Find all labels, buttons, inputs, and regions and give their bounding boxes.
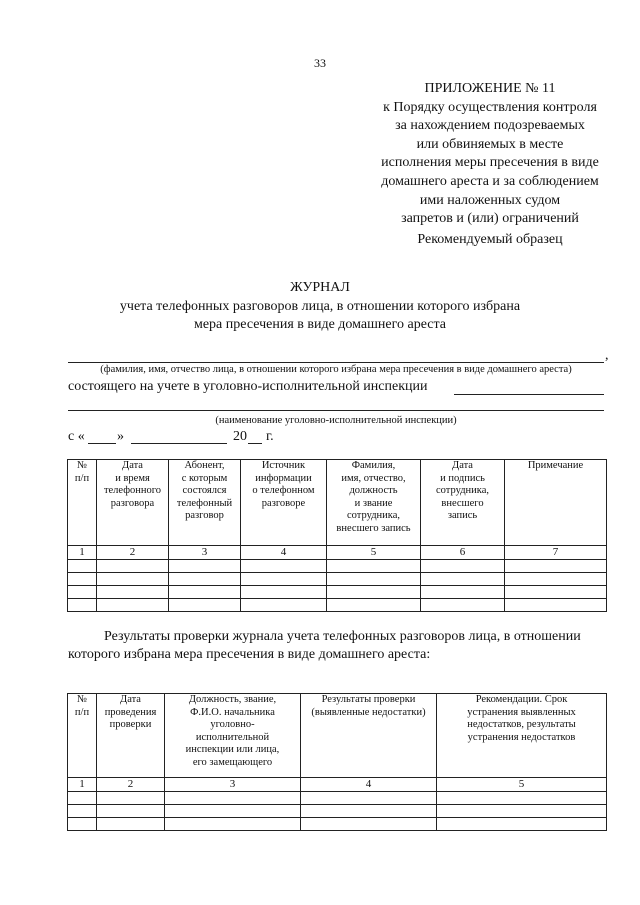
table-row bbox=[68, 804, 607, 817]
year-suffix: г. bbox=[266, 429, 274, 444]
journal-subtitle-line-1: учета телефонных разговоров лица, в отношении которого избрана bbox=[119, 299, 521, 314]
table-row bbox=[68, 559, 607, 572]
column-number: 2 bbox=[97, 546, 169, 560]
table-row bbox=[68, 572, 607, 585]
phone-calls-table bbox=[67, 459, 607, 612]
inspection-blank-1 bbox=[454, 394, 604, 395]
column-number: 6 bbox=[421, 546, 505, 560]
appendix-line: за нахождением подозреваемых bbox=[395, 118, 585, 134]
check-results-table bbox=[67, 693, 607, 831]
year-prefix: 20 bbox=[233, 429, 247, 444]
header-cell: № п/п bbox=[68, 460, 97, 546]
cell bbox=[421, 585, 505, 598]
cell bbox=[505, 559, 607, 572]
header-cell: Дата проведения проверки bbox=[97, 694, 165, 778]
date-day-blank bbox=[88, 443, 116, 444]
cell bbox=[327, 585, 421, 598]
year-blank bbox=[248, 443, 262, 444]
date-month-blank bbox=[131, 443, 227, 444]
cell bbox=[505, 572, 607, 585]
cell bbox=[301, 791, 437, 804]
column-number: 5 bbox=[327, 546, 421, 560]
header-cell: Дата и подпись сотрудника, внесшего запись bbox=[421, 460, 505, 546]
column-numbers-row bbox=[68, 546, 607, 560]
inspection-caption: (наименование уголовно-исполнительной инспекции) bbox=[215, 415, 457, 426]
results-line-2: которого избрана мера пресечения в виде домашнего ареста: bbox=[68, 647, 431, 662]
cell bbox=[505, 585, 607, 598]
header-cell: № п/п bbox=[68, 694, 97, 778]
column-number: 3 bbox=[165, 778, 301, 792]
inspection-blank-2 bbox=[68, 410, 604, 411]
header-cell: Должность, звание, Ф.И.О. начальника уголовно- исполнительной инспекции или лица, его замещающего bbox=[165, 694, 301, 778]
column-number: 1 bbox=[68, 546, 97, 560]
cell bbox=[241, 559, 327, 572]
header-cell: Результаты проверки (выявленные недостатки) bbox=[301, 694, 437, 778]
column-number: 7 bbox=[505, 546, 607, 560]
table-row bbox=[68, 598, 607, 611]
cell bbox=[68, 585, 97, 598]
person-name-line bbox=[68, 362, 604, 363]
header-cell: Примечание bbox=[505, 460, 607, 546]
cell bbox=[97, 598, 169, 611]
cell bbox=[68, 559, 97, 572]
cell bbox=[421, 598, 505, 611]
appendix-line: исполнения меры пресечения в виде bbox=[381, 155, 599, 171]
appendix-header bbox=[370, 80, 610, 229]
table-header-row bbox=[68, 694, 607, 778]
registered-text: состоящего на учете в уголовно-исполнительной инспекции bbox=[68, 379, 428, 394]
journal-subtitle bbox=[60, 298, 580, 334]
column-number: 4 bbox=[301, 778, 437, 792]
cell bbox=[97, 817, 165, 830]
cell bbox=[165, 804, 301, 817]
person-line-comma: , bbox=[605, 348, 609, 363]
cell bbox=[301, 804, 437, 817]
column-numbers-row bbox=[68, 778, 607, 792]
cell bbox=[97, 572, 169, 585]
results-paragraph bbox=[68, 628, 608, 664]
table-header-row bbox=[68, 460, 607, 546]
cell bbox=[437, 804, 607, 817]
cell bbox=[327, 598, 421, 611]
cell bbox=[169, 559, 241, 572]
cell bbox=[165, 791, 301, 804]
cell bbox=[169, 598, 241, 611]
cell bbox=[327, 572, 421, 585]
cell bbox=[97, 559, 169, 572]
cell bbox=[241, 598, 327, 611]
header-cell: Рекомендации. Срок устранения выявленных недостатков, результаты устранения недостатков bbox=[437, 694, 607, 778]
cell bbox=[437, 791, 607, 804]
appendix-line: запретов и (или) ограничений bbox=[401, 211, 579, 227]
cell bbox=[68, 598, 97, 611]
cell bbox=[97, 804, 165, 817]
cell bbox=[169, 585, 241, 598]
header-cell: Дата и время телефонного разговора bbox=[97, 460, 169, 546]
header-cell: Абонент, с которым состоялся телефонный разговор bbox=[169, 460, 241, 546]
cell bbox=[68, 791, 97, 804]
cell bbox=[241, 585, 327, 598]
date-prefix: с « bbox=[68, 429, 85, 444]
journal-title: ЖУРНАЛ bbox=[290, 280, 350, 295]
appendix-line: или обвиняемых в месте bbox=[416, 136, 564, 152]
appendix-line: ими наложенных судом bbox=[419, 192, 561, 208]
journal-subtitle-line-2: мера пресечения в виде домашнего ареста bbox=[193, 317, 447, 332]
cell bbox=[437, 817, 607, 830]
appendix-line: ПРИЛОЖЕНИЕ № 11 bbox=[424, 81, 556, 96]
column-number: 5 bbox=[437, 778, 607, 792]
column-number: 4 bbox=[241, 546, 327, 560]
cell bbox=[421, 572, 505, 585]
cell bbox=[68, 817, 97, 830]
cell bbox=[327, 559, 421, 572]
table-row bbox=[68, 585, 607, 598]
column-number: 2 bbox=[97, 778, 165, 792]
results-line-1: Результаты проверки журнала учета телефонных разговоров лица, в отношении bbox=[104, 629, 581, 644]
cell bbox=[68, 804, 97, 817]
header-cell: Источник информации о телефонном разговоре bbox=[241, 460, 327, 546]
cell bbox=[165, 817, 301, 830]
appendix-line: к Порядку осуществления контроля bbox=[383, 99, 597, 115]
cell bbox=[97, 585, 169, 598]
date-mid: » bbox=[117, 429, 124, 444]
cell bbox=[169, 572, 241, 585]
cell bbox=[505, 598, 607, 611]
cell bbox=[301, 817, 437, 830]
cell bbox=[68, 572, 97, 585]
header-cell: Фамилия, имя, отчество, должность и звание сотрудника, внесшего запись bbox=[327, 460, 421, 546]
person-caption: (фамилия, имя, отчество лица, в отношении которого избрана мера пресечения в виде домашнего ареста) bbox=[100, 364, 572, 375]
sample-label: Рекомендуемый образец bbox=[417, 232, 563, 247]
column-number: 3 bbox=[169, 546, 241, 560]
page-number: 33 bbox=[314, 56, 326, 70]
cell bbox=[97, 791, 165, 804]
cell bbox=[421, 559, 505, 572]
table-row bbox=[68, 791, 607, 804]
appendix-line: домашнего ареста и за соблюдением bbox=[381, 173, 599, 189]
table-row bbox=[68, 817, 607, 830]
cell bbox=[241, 572, 327, 585]
column-number: 1 bbox=[68, 778, 97, 792]
